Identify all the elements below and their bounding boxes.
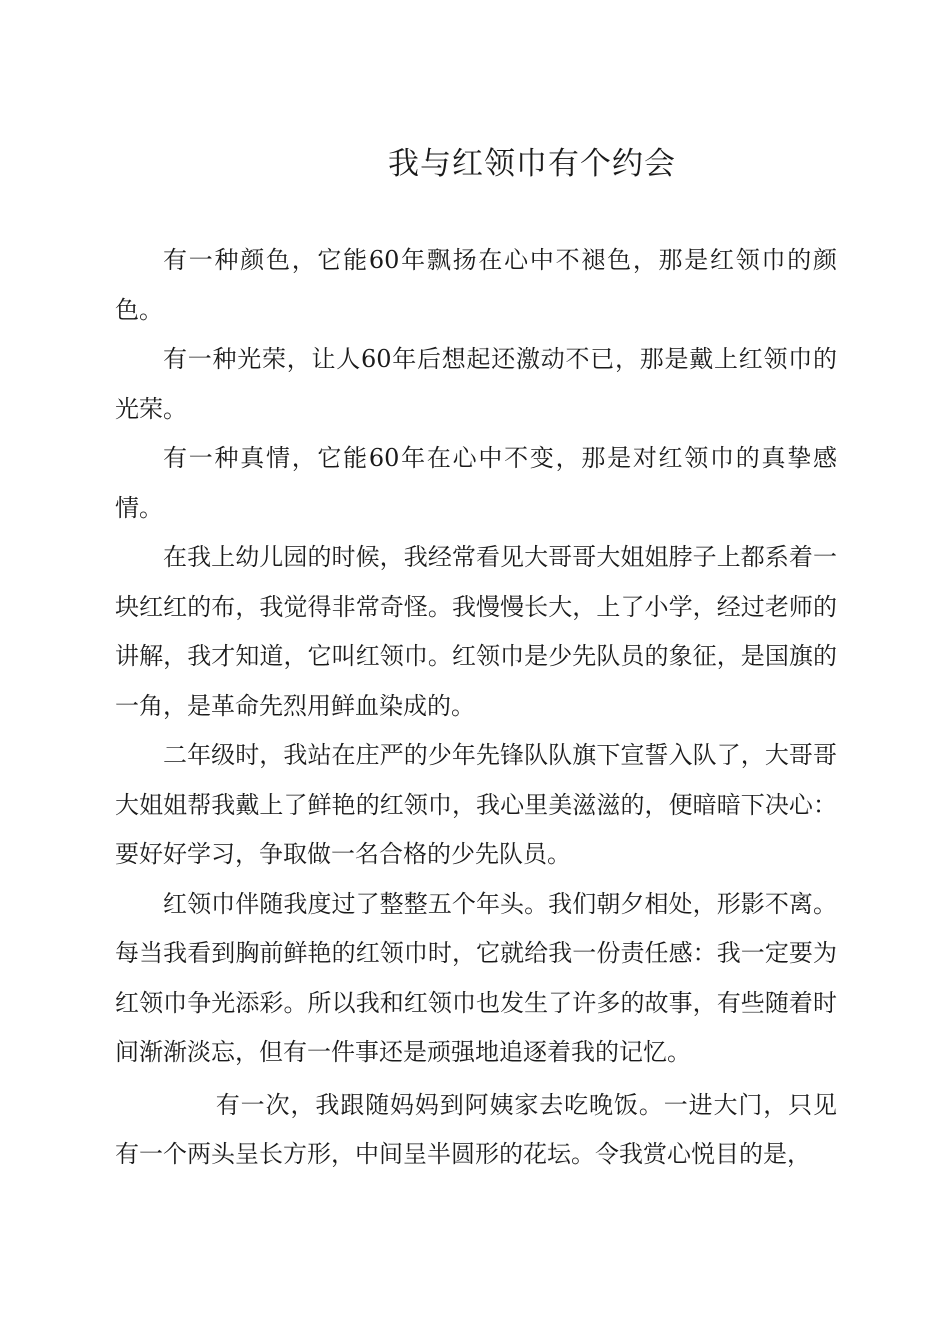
document-body	[115, 236, 837, 1180]
document-title: 我与红领巾有个约会	[388, 146, 676, 182]
paragraph: 在我上幼儿园的时候，我经常看见大哥哥大姐姐脖子上都系着一块红红的布，我觉得非常奇怪。我慢慢长大，上了小学，经过老师的讲解，我才知道，它叫红领巾。红领巾是少先队员的象征，是国旗的一角，是革命先烈用鲜血染成的。	[115, 543, 837, 720]
paragraph: 有一种真情，它能60年在心中不变，那是对红领巾的真挚感情。	[115, 444, 837, 522]
paragraph: 二年级时，我站在庄严的少年先锋队队旗下宣誓入队了，大哥哥大姐姐帮我戴上了鲜艳的红领巾，我心里美滋滋的，便暗暗下决心：要好好学习，争取做一名合格的少先队员。	[115, 741, 837, 868]
paragraph: 有一种颜色，它能60年飘扬在心中不褪色，那是红领巾的颜色。	[115, 246, 837, 324]
paragraph: 有一次，我跟随妈妈到阿姨家去吃晚饭。一进大门，只见有一个两头呈长方形，中间呈半圆形的花坛。令我赏心悦目的是，	[115, 1090, 837, 1168]
paragraph: 红领巾伴随我度过了整整五个年头。我们朝夕相处，形影不离。每当我看到胸前鲜艳的红领巾时，它就给我一份责任感：我一定要为红领巾争光添彩。所以我和红领巾也发生了许多的故事，有些随着时间渐渐淡忘，但有一件事还是顽强地追逐着我的记忆。	[115, 889, 837, 1066]
paragraph: 有一种光荣，让人60年后想起还激动不已，那是戴上红领巾的光荣。	[115, 345, 837, 423]
